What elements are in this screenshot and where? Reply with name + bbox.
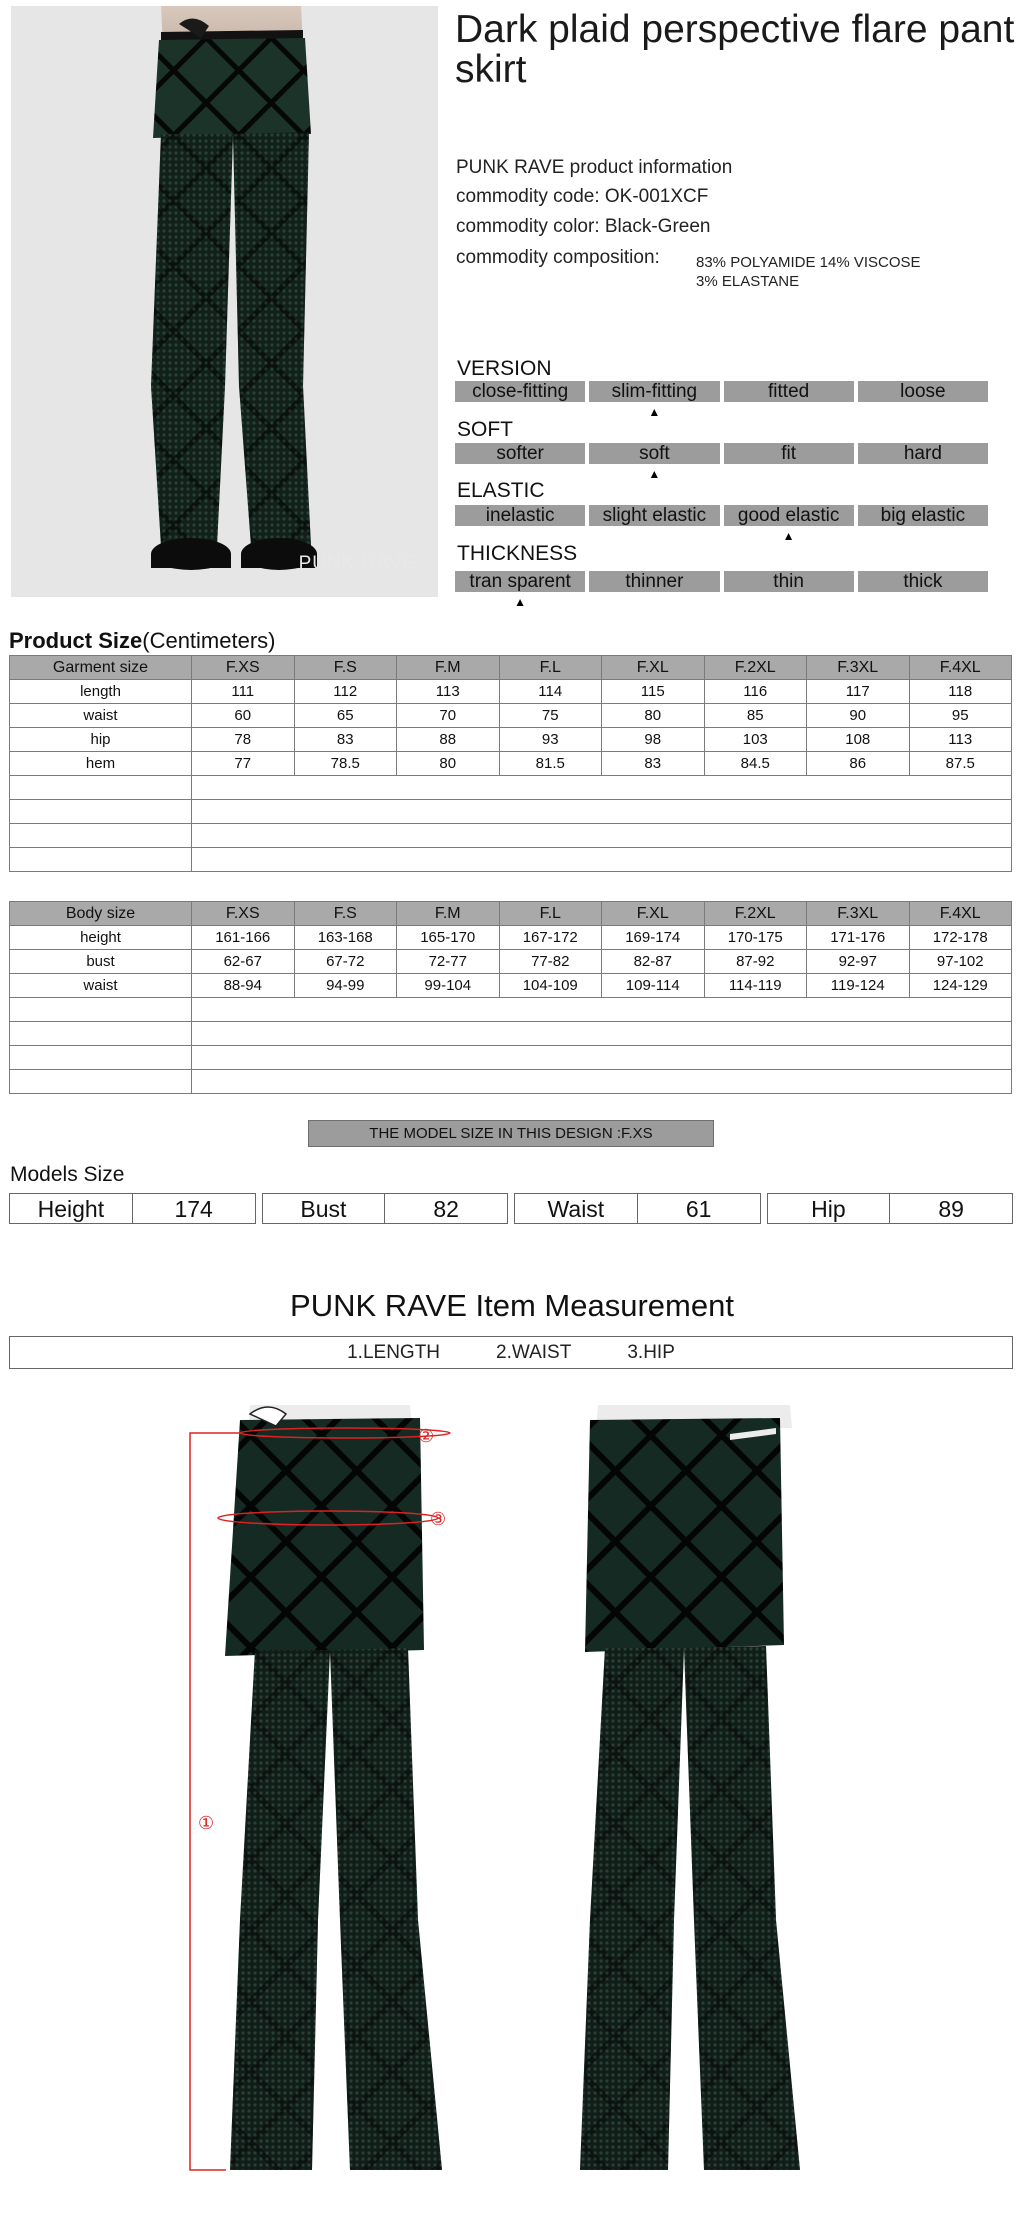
table-cell: 169-174 [602, 926, 705, 950]
table-cell: 103 [704, 728, 807, 752]
table-cell [10, 776, 192, 800]
table-cell: 114 [499, 680, 602, 704]
attribute-option: thick [858, 571, 988, 592]
models-size-row [9, 1193, 1013, 1224]
marker-waist: ② [418, 1426, 435, 1446]
table-cell: 78 [192, 728, 295, 752]
attribute-option: slim-fitting [589, 381, 719, 402]
table-cell: 90 [807, 704, 910, 728]
attribute-option: thinner [589, 571, 719, 592]
table-cell [192, 998, 1012, 1022]
table-cell: 165-170 [397, 926, 500, 950]
table-cell: 60 [192, 704, 295, 728]
model-measure-height [9, 1193, 256, 1224]
attribute-version-label: VERSION [457, 357, 552, 380]
commodity-color: commodity color: Black-Green [456, 216, 711, 237]
table-cell: 95 [909, 704, 1012, 728]
table-header-row [10, 902, 1012, 926]
table-cell: 92-97 [807, 950, 910, 974]
table-cell: 83 [294, 728, 397, 752]
table-cell: 116 [704, 680, 807, 704]
table-cell: 87-92 [704, 950, 807, 974]
models-size-label: Models Size [10, 1163, 125, 1186]
table-cell [192, 824, 1012, 848]
table-cell: 113 [397, 680, 500, 704]
body-size-table [9, 901, 1012, 1094]
table-cell: hem [10, 752, 192, 776]
attribute-option: close-fitting [455, 381, 585, 402]
table-cell [192, 1070, 1012, 1094]
table-empty-row [10, 800, 1012, 824]
table-cell: 108 [807, 728, 910, 752]
attribute-version-scale [455, 381, 988, 402]
table-cell: 112 [294, 680, 397, 704]
info-heading: PUNK RAVE product information [456, 157, 733, 178]
table-cell: 93 [499, 728, 602, 752]
table-cell [10, 824, 192, 848]
table-cell: 172-178 [909, 926, 1012, 950]
table-cell: hip [10, 728, 192, 752]
selected-indicator-icon: ▲ [782, 529, 795, 543]
table-cell: 118 [909, 680, 1012, 704]
table-cell: 67-72 [294, 950, 397, 974]
model-measure-name: Waist [515, 1194, 638, 1223]
table-cell: 77-82 [499, 950, 602, 974]
table-header-cell: F.4XL [909, 656, 1012, 680]
composition-value-2: 3% ELASTANE [696, 273, 800, 290]
attribute-elastic-label: ELASTIC [457, 479, 545, 502]
table-cell: 72-77 [397, 950, 500, 974]
product-size-title-bold: Product Size [9, 628, 143, 653]
attribute-thickness-label: THICKNESS [457, 542, 578, 565]
table-cell: 80 [397, 752, 500, 776]
attribute-option: softer [455, 443, 585, 464]
table-cell [192, 1046, 1012, 1070]
model-measure-waist [514, 1193, 761, 1224]
table-cell: 111 [192, 680, 295, 704]
measurement-title: PUNK RAVE Item Measurement [290, 1288, 734, 1323]
table-cell: 70 [397, 704, 500, 728]
table-cell: 86 [807, 752, 910, 776]
attribute-option: fitted [724, 381, 854, 402]
attribute-option: tran sparent [455, 571, 585, 592]
table-cell [10, 1046, 192, 1070]
table-header-cell: F.2XL [704, 902, 807, 926]
table-row [10, 752, 1012, 776]
selected-indicator-icon: ▲ [514, 595, 527, 609]
model-measure-value: 61 [685, 1196, 712, 1222]
table-header-cell: F.M [397, 656, 500, 680]
table-cell: height [10, 926, 192, 950]
table-cell: 167-172 [499, 926, 602, 950]
table-cell: 62-67 [192, 950, 295, 974]
attribute-soft-scale [455, 443, 988, 464]
table-cell [10, 1022, 192, 1046]
table-empty-row [10, 776, 1012, 800]
attribute-option: slight elastic [589, 505, 719, 526]
marker-length: ① [198, 1813, 215, 1833]
marker-hip: ③ [430, 1509, 447, 1529]
measurement-legend [9, 1336, 1013, 1369]
table-cell [10, 1070, 192, 1094]
attribute-option: fit [724, 443, 854, 464]
measurement-item: 2.WAIST [496, 1342, 572, 1363]
attribute-option: loose [858, 381, 988, 402]
attribute-option: thin [724, 571, 854, 592]
table-cell: 170-175 [704, 926, 807, 950]
table-cell: 78.5 [294, 752, 397, 776]
model-measure-value: 89 [938, 1196, 964, 1222]
attribute-option: hard [858, 443, 988, 464]
table-cell: 65 [294, 704, 397, 728]
attribute-option: inelastic [455, 505, 585, 526]
table-empty-row [10, 998, 1012, 1022]
measurement-item: 1.LENGTH [347, 1342, 441, 1363]
table-header-cell: F.L [499, 902, 602, 926]
table-cell: 88-94 [192, 974, 295, 998]
table-cell [10, 998, 192, 1022]
table-cell: 113 [909, 728, 1012, 752]
model-measure-hip [767, 1193, 1014, 1224]
attribute-soft-label: SOFT [457, 418, 513, 441]
attribute-option: big elastic [858, 505, 988, 526]
table-empty-row [10, 1070, 1012, 1094]
table-row [10, 728, 1012, 752]
table-cell: 117 [807, 680, 910, 704]
table-cell [10, 848, 192, 872]
table-cell: 98 [602, 728, 705, 752]
table-cell: 77 [192, 752, 295, 776]
table-header-cell: F.XS [192, 656, 295, 680]
selected-indicator-icon: ▲ [648, 405, 661, 419]
table-header-cell: F.3XL [807, 902, 910, 926]
table-cell: bust [10, 950, 192, 974]
table-header-cell: Garment size [10, 656, 192, 680]
model-size-note: THE MODEL SIZE IN THIS DESIGN :F.XS [308, 1120, 714, 1147]
composition-value-1: 83% POLYAMIDE 14% VISCOSE [696, 254, 921, 271]
table-header-cell: F.XL [602, 902, 705, 926]
table-header-row [10, 656, 1012, 680]
table-header-cell: F.S [294, 656, 397, 680]
model-measure-name: Bust [263, 1194, 386, 1223]
table-cell [192, 800, 1012, 824]
composition-label: commodity composition: [456, 247, 660, 268]
attribute-option: good elastic [724, 505, 854, 526]
table-empty-row [10, 1022, 1012, 1046]
model-measure-bust [262, 1193, 509, 1224]
table-row [10, 950, 1012, 974]
table-cell: 81.5 [499, 752, 602, 776]
table-cell: 87.5 [909, 752, 1012, 776]
table-row [10, 680, 1012, 704]
commodity-code: commodity code: OK-001XCF [456, 186, 709, 207]
table-cell: 171-176 [807, 926, 910, 950]
table-row [10, 926, 1012, 950]
table-header-cell: F.2XL [704, 656, 807, 680]
table-cell [192, 1022, 1012, 1046]
table-cell: 114-119 [704, 974, 807, 998]
table-cell: 83 [602, 752, 705, 776]
measurement-item: 3.HIP [627, 1342, 675, 1363]
table-row [10, 974, 1012, 998]
back-view-diagram [580, 1400, 880, 2190]
attribute-option: soft [589, 443, 719, 464]
table-cell: 75 [499, 704, 602, 728]
table-cell: length [10, 680, 192, 704]
table-cell: 88 [397, 728, 500, 752]
table-header-cell: F.L [499, 656, 602, 680]
model-measure-name: Height [10, 1194, 133, 1223]
table-cell: 124-129 [909, 974, 1012, 998]
table-header-cell: F.M [397, 902, 500, 926]
table-cell: 104-109 [499, 974, 602, 998]
table-header-cell: F.XS [192, 902, 295, 926]
table-header-cell: F.4XL [909, 902, 1012, 926]
composition-value [696, 253, 976, 291]
table-cell [10, 800, 192, 824]
table-cell [192, 848, 1012, 872]
table-cell: 115 [602, 680, 705, 704]
table-header-cell: F.S [294, 902, 397, 926]
table-cell: 94-99 [294, 974, 397, 998]
table-cell [192, 776, 1012, 800]
watermark-text: PUNK RAVE [298, 553, 416, 574]
table-cell: 97-102 [909, 950, 1012, 974]
table-cell: 84.5 [704, 752, 807, 776]
table-header-cell: F.3XL [807, 656, 910, 680]
model-measure-name: Hip [768, 1194, 891, 1223]
table-cell: waist [10, 704, 192, 728]
table-cell: 82-87 [602, 950, 705, 974]
product-size-title [9, 628, 276, 654]
table-empty-row [10, 1046, 1012, 1070]
product-size-unit: (Centimeters) [142, 628, 276, 653]
model-measure-value: 82 [433, 1196, 459, 1222]
table-cell: waist [10, 974, 192, 998]
attribute-thickness-scale [455, 571, 988, 592]
table-empty-row [10, 848, 1012, 872]
model-measure-value: 174 [174, 1196, 213, 1222]
table-cell: 161-166 [192, 926, 295, 950]
attribute-elastic-scale [455, 505, 988, 526]
selected-indicator-icon: ▲ [648, 467, 661, 481]
garment-size-table [9, 655, 1012, 872]
table-header-cell: F.XL [602, 656, 705, 680]
table-empty-row [10, 824, 1012, 848]
table-header-cell: Body size [10, 902, 192, 926]
table-cell: 119-124 [807, 974, 910, 998]
product-photo-model [11, 6, 438, 597]
table-cell: 99-104 [397, 974, 500, 998]
table-cell: 109-114 [602, 974, 705, 998]
product-title: Dark plaid perspective flare pant skirt [455, 8, 1015, 91]
table-cell: 163-168 [294, 926, 397, 950]
table-row [10, 704, 1012, 728]
table-cell: 85 [704, 704, 807, 728]
table-cell: 80 [602, 704, 705, 728]
